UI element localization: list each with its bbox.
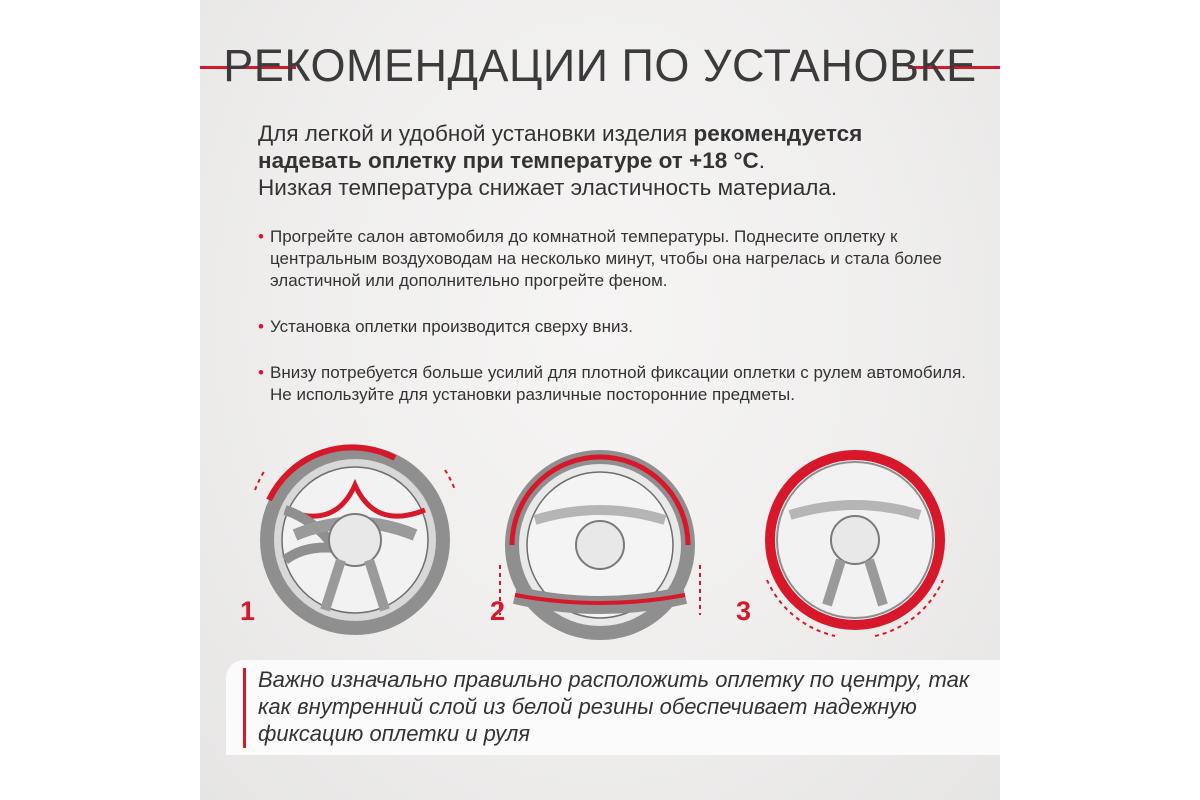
recommendation-list <box>258 226 978 430</box>
step-number: 1 <box>240 596 256 626</box>
steering-wheel-step3-icon <box>745 440 985 640</box>
recommendation-text: Прогрейте салон автомобиля до комнатной температуры. Поднесите оплетку к центральным воздуховодам на несколько минут, чтобы она нагрелась и стала более эластичной или дополнительно прогрейте феном. <box>270 227 942 290</box>
step-number: 3 <box>736 596 752 626</box>
page-title: РЕКОМЕНДАЦИИ ПО УСТАНОВКЕ <box>223 40 977 91</box>
note-text: Важно изначально правильно расположить оплетку по центру, так как внутренний слой из белой резины обеспечивает надежную фиксацию оплетки и руля <box>258 667 970 746</box>
recommendation-text: Установка оплетки производится сверху вниз. <box>270 317 633 336</box>
note-accent-bar <box>243 668 246 748</box>
recommendation-text: Внизу потребуется больше усилий для плотной фиксации оплетки с рулем автомобиля. Не используйте для установки различные посторонние предметы. <box>270 363 967 404</box>
steering-wheel-step2-icon <box>485 440 725 640</box>
intro-text-end: . <box>758 148 765 173</box>
intro-text-start: Для легкой и удобной установки изделия <box>258 121 694 146</box>
recommendation-item <box>258 226 978 292</box>
intro-paragraph <box>258 120 958 201</box>
step-number: 2 <box>490 596 506 626</box>
intro-emphasis: рекомендуется надевать оплетку при температуре от +18 °С <box>258 121 863 173</box>
bullet-marker: • <box>258 227 264 246</box>
recommendation-item <box>258 362 978 406</box>
intro-line-2: Низкая температура снижает эластичность материала. <box>258 175 838 200</box>
steering-wheel-step1-icon <box>240 440 480 640</box>
recommendation-item <box>258 316 978 338</box>
bullet-marker: • <box>258 363 264 382</box>
infographic-sheet <box>200 0 1000 800</box>
bullet-marker: • <box>258 317 264 336</box>
important-note <box>226 660 1000 755</box>
